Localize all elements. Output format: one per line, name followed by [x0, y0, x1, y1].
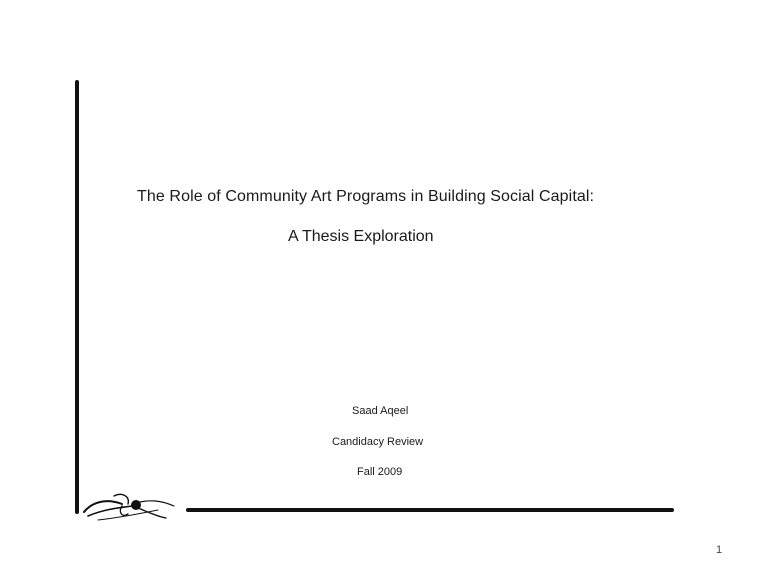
title-line-1: The Role of Community Art Programs in Building Social Capital:: [137, 188, 595, 205]
ink-flourish-icon: [78, 488, 188, 524]
title-line-2: A Thesis Exploration: [288, 228, 434, 245]
bottom-horizontal-rule: [186, 508, 674, 512]
page-number: 1: [716, 544, 723, 556]
term-label: Fall 2009: [357, 466, 403, 478]
left-vertical-rule: [75, 80, 79, 514]
review-label: Candidacy Review: [332, 436, 424, 448]
author-name: Saad Aqeel: [352, 405, 409, 417]
